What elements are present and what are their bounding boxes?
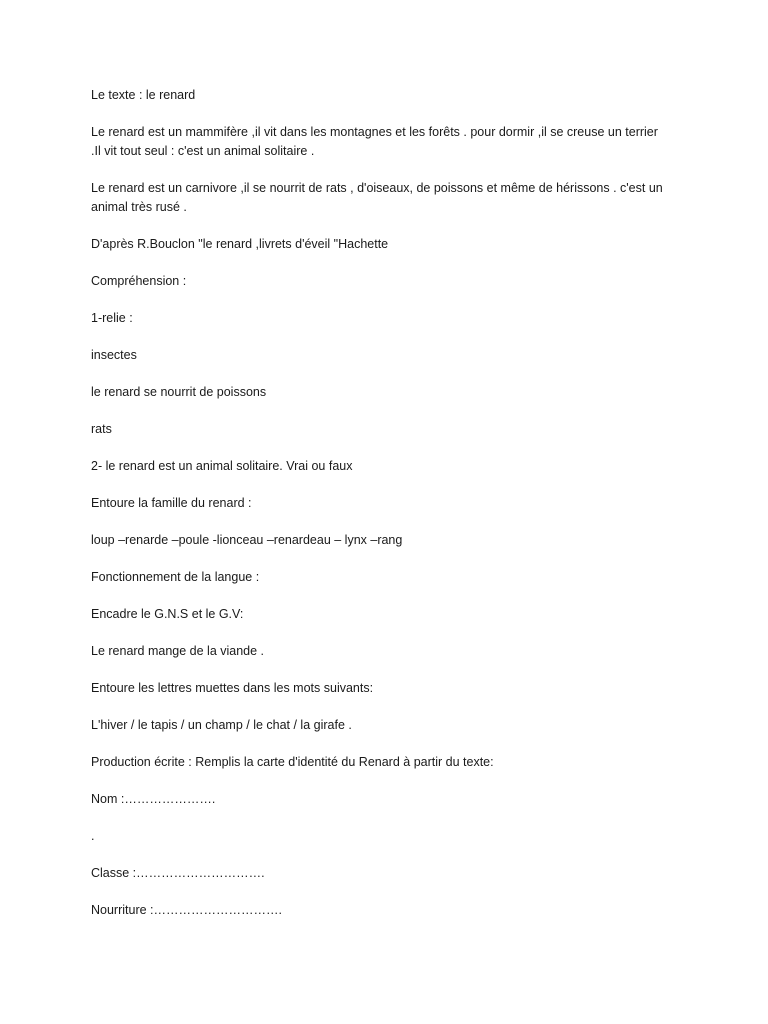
silent-letters-words: L'hiver / le tapis / un champ / le chat / la girafe . [91, 718, 352, 732]
id-card-classe: Classe :…………………………. [91, 866, 265, 880]
example-sentence: Le renard mange de la viande . [91, 644, 265, 658]
instruction-family: Entoure la famille du renard : [91, 496, 252, 510]
text-paragraph-habitat: Le renard est un mammifère ,il vit dans les montagnes et les forêts . pour dormir ,il se creuse un terrier .Il vit tout seul : c'est un animal solitaire . [91, 125, 658, 158]
match-item-insectes: insectes [91, 348, 137, 362]
text-title: Le texte : le renard [91, 88, 196, 102]
question-1: 1-relie : [91, 311, 133, 325]
section-heading-writing: Production écrite : Remplis la carte d'identité du Renard à partir du texte: [91, 755, 494, 769]
id-card-nom: Nom :…………………. [91, 792, 216, 806]
word-family-list: loup –renarde –poule -lionceau –renardeau – lynx –rang [91, 533, 403, 547]
text-source: D'après R.Bouclon "le renard ,livrets d'éveil "Hachette [91, 237, 389, 251]
text-paragraph-diet: Le renard est un carnivore ,il se nourrit de rats , d'oiseaux, de poissons et même de hérissons . c'est un animal très rusé . [91, 181, 663, 214]
match-item-poissons: le renard se nourrit de poissons [91, 385, 267, 399]
id-card-nourriture: Nourriture :…………………………. [91, 903, 282, 917]
question-2: 2- le renard est un animal solitaire. Vrai ou faux [91, 459, 353, 473]
instruction-silent-letters: Entoure les lettres muettes dans les mots suivants: [91, 681, 374, 695]
match-item-rats: rats [91, 422, 112, 436]
id-card-dot: . [91, 829, 95, 843]
document-page [91, 86, 671, 938]
section-heading-language: Fonctionnement de la langue : [91, 570, 260, 584]
instruction-gns-gv: Encadre le G.N.S et le G.V: [91, 607, 244, 621]
section-heading-comprehension: Compréhension : [91, 274, 187, 288]
